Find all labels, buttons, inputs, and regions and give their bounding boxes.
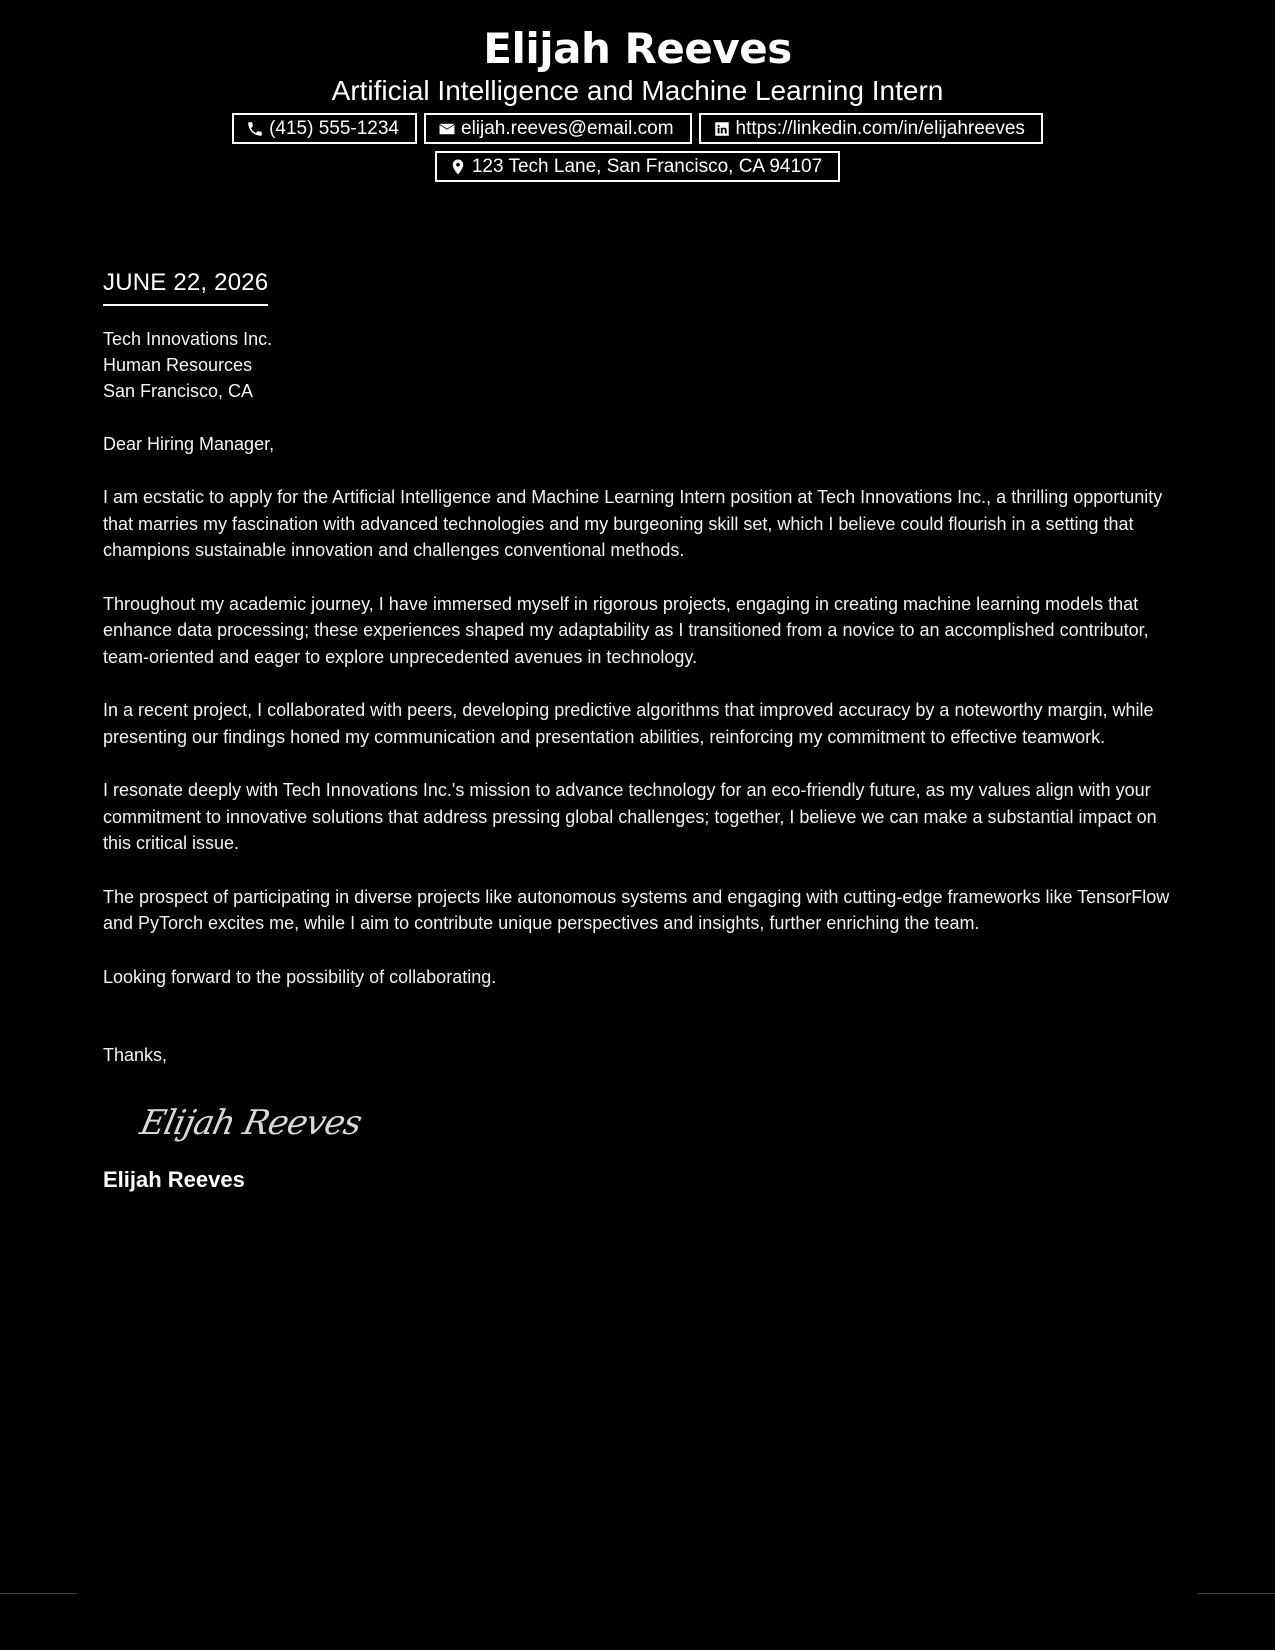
svg-text:Elijah Reeves: Elijah Reeves <box>136 1103 365 1143</box>
recipient-company: Tech Innovations Inc. <box>103 329 273 349</box>
contact-row <box>0 113 1275 144</box>
body-paragraph: In a recent project, I collaborated with peers, developing predictive algorithms that improved accuracy by a noteworthy margin, while presenting our findings honed my communication and presentation abilities, reinforcing my commitment to effective teamwork. <box>103 700 1154 747</box>
linkedin-icon <box>713 120 731 138</box>
body-paragraph: I resonate deeply with Tech Innovations Inc.'s mission to advance technology for an eco-friendly future, as my values align with your commitment to innovative solutions that address pressing global challenges; together, I believe we can make a substantial impact on this critical issue. <box>103 780 1157 853</box>
phone-chip[interactable] <box>232 113 417 144</box>
signature-image <box>136 1094 365 1150</box>
closing: Thanks, <box>103 1045 168 1065</box>
map-marker-icon <box>449 158 467 176</box>
body-paragraph: Looking forward to the possibility of collaborating. <box>103 966 497 987</box>
contact-row-2 <box>0 151 1275 182</box>
footer-rule-left <box>0 1593 77 1594</box>
phone-text: (415) 555-1234 <box>269 117 399 139</box>
footer-rule-right <box>1197 1593 1275 1594</box>
linkedin-text: https://linkedin.com/in/elijahreeves <box>735 117 1025 139</box>
phone-icon <box>246 120 264 138</box>
email-text: elijah.reeves@email.com <box>461 117 674 139</box>
address-chip[interactable] <box>435 151 840 182</box>
envelope-icon <box>438 120 456 138</box>
letter-date: JUNE 22, 2026 <box>103 268 268 306</box>
body-paragraph: Throughout my academic journey, I have immersed myself in rigorous projects, engaging in creating machine learning models that enhance data processing; these experiences shaped my adaptability as I transitioned from a novice to an accomplished contributor, team-oriented and eager to explore unprecedented avenues in technology. <box>103 593 1149 667</box>
body-paragraph: I am ecstatic to apply for the Artificial Intelligence and Machine Learning Intern position at Tech Innovations Inc., a thrilling opportunity that marries my fascination with advanced technologies and my burgeoning skill set, which I believe could flourish in a setting that champions sustainable innovation and challenges conventional methods. <box>103 487 1163 560</box>
applicant-title: Artificial Intelligence and Machine Learning Intern <box>331 75 944 106</box>
recipient-block <box>103 326 1183 404</box>
linkedin-chip[interactable] <box>699 113 1043 144</box>
salutation: Dear Hiring Manager, <box>103 434 275 454</box>
recipient-department: Human Resources <box>103 355 253 375</box>
handwritten-signature <box>137 1094 1183 1150</box>
address-text: 123 Tech Lane, San Francisco, CA 94107 <box>471 155 823 177</box>
body-paragraph: The prospect of participating in diverse projects like autonomous systems and engaging with cutting-edge frameworks like TensorFlow and PyTorch excites me, while I aim to contribute unique perspectives and insights, further enriching the team. <box>103 886 1170 933</box>
recipient-location: San Francisco, CA <box>103 381 254 401</box>
applicant-name: Elijah Reeves <box>483 24 792 73</box>
signer-name: Elijah Reeves <box>103 1167 245 1192</box>
letter-header <box>0 0 1275 182</box>
letter-body <box>103 268 1183 1194</box>
email-chip[interactable] <box>424 113 692 144</box>
